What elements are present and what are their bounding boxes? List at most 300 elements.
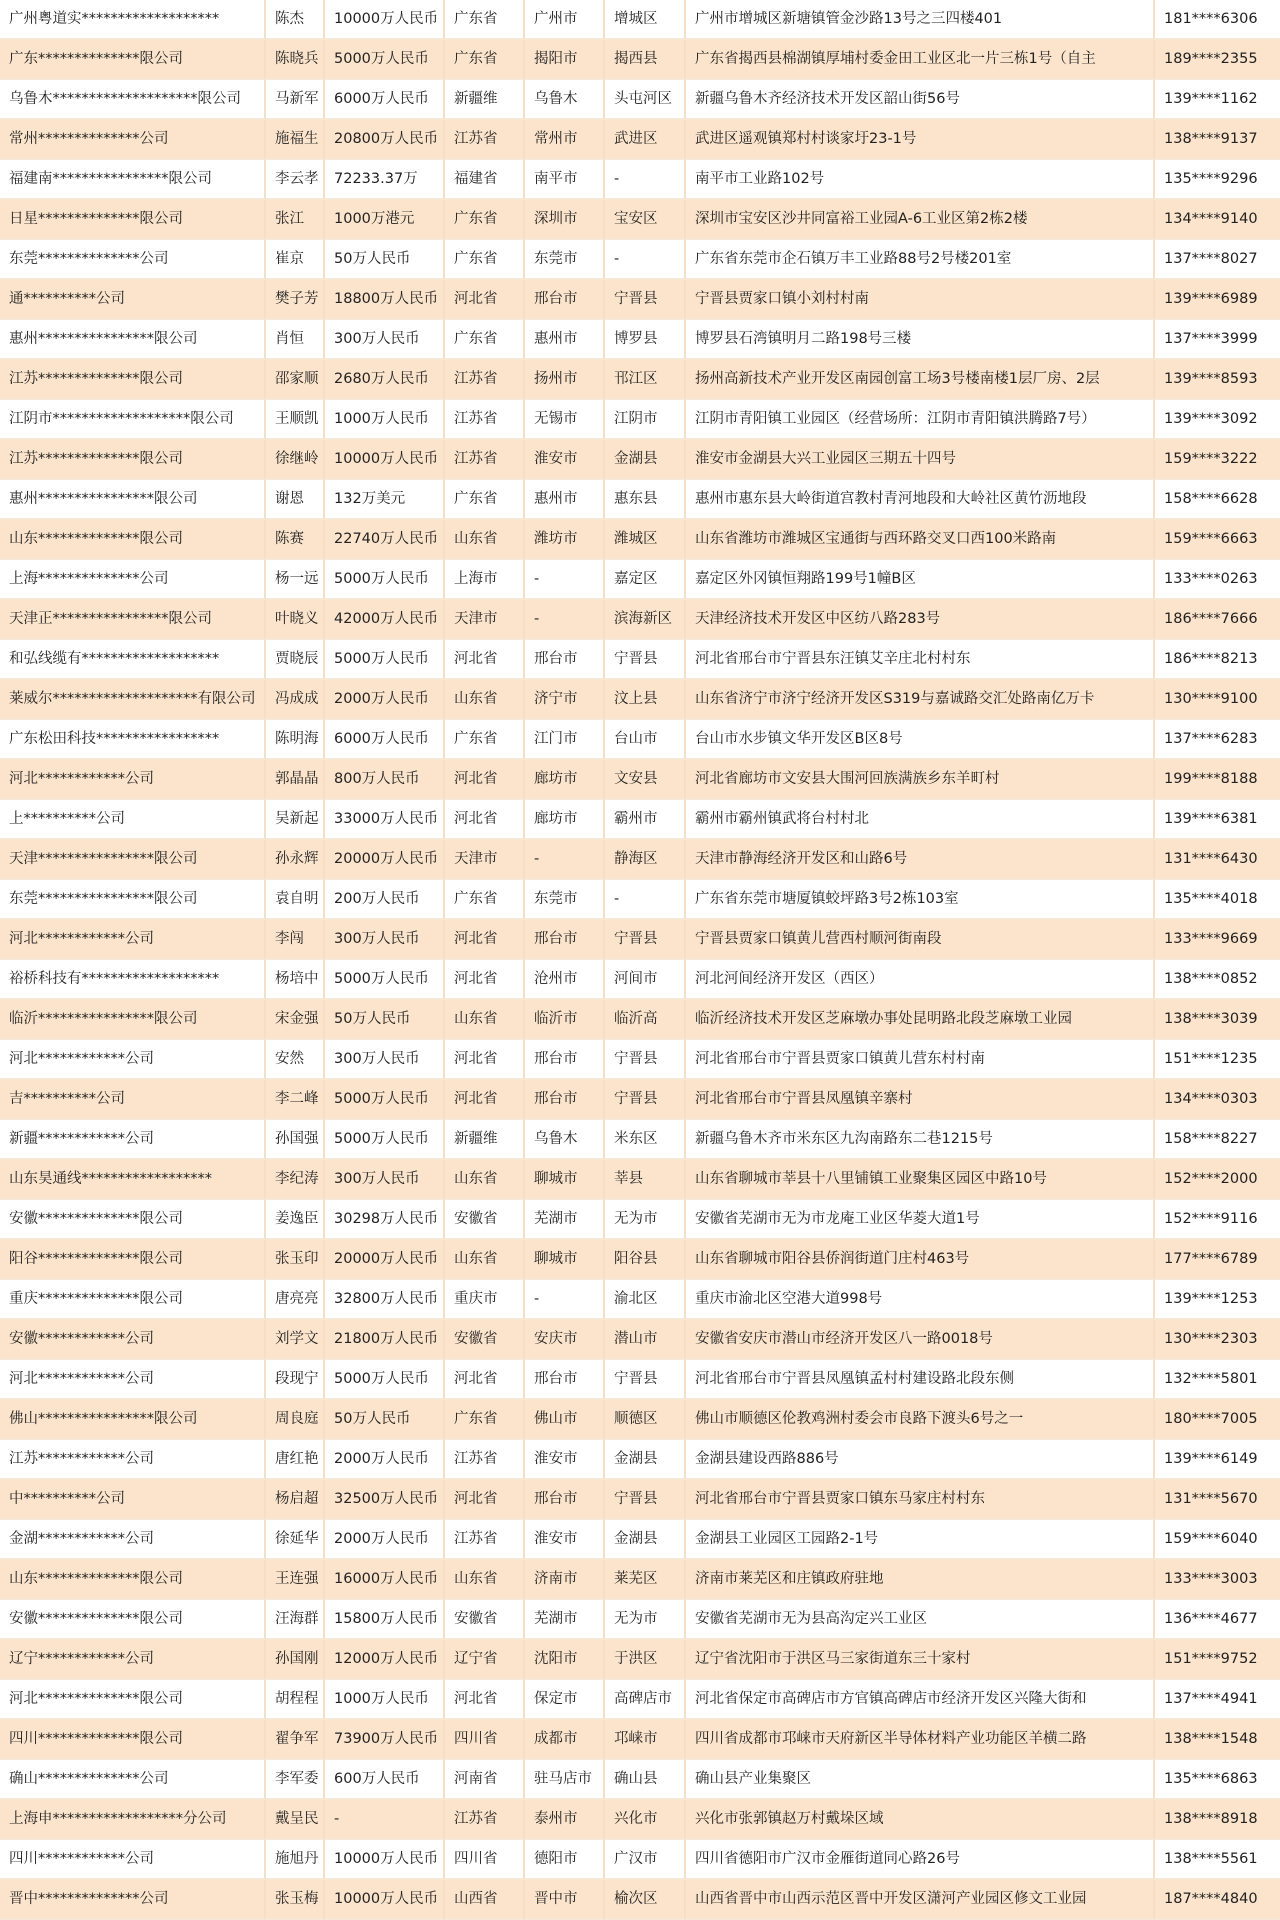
province-cell: 河北省	[445, 760, 525, 800]
phone-cell: 137****3999	[1155, 320, 1280, 360]
registered-capital-cell: 5000万人民币	[325, 1080, 445, 1120]
table-row	[0, 160, 1280, 200]
registered-capital-cell: 32800万人民币	[325, 1280, 445, 1320]
province-cell: 河北省	[445, 1040, 525, 1080]
table-row	[0, 400, 1280, 440]
registered-capital-cell: 300万人民币	[325, 320, 445, 360]
company-name-cell: 四川**************限公司	[0, 1720, 266, 1760]
address-cell: 兴化市张郭镇赵万村戴垛区域	[686, 1800, 1155, 1840]
phone-cell: 135****6863	[1155, 1760, 1280, 1800]
company-name-cell: 上海**************公司	[0, 560, 266, 600]
registered-capital-cell: 18800万人民币	[325, 280, 445, 320]
address-cell: 河北河间经济开发区（西区）	[686, 960, 1155, 1000]
legal-rep-cell: 陈明海	[266, 720, 325, 760]
province-cell: 安徽省	[445, 1600, 525, 1640]
registered-capital-cell: 10000万人民币	[325, 440, 445, 480]
company-name-cell: 河北************公司	[0, 1040, 266, 1080]
company-name-cell: 江苏**************限公司	[0, 360, 266, 400]
city-cell: 无锡市	[525, 400, 605, 440]
company-name-cell: 河北************公司	[0, 760, 266, 800]
city-cell: 聊城市	[525, 1240, 605, 1280]
province-cell: 辽宁省	[445, 1640, 525, 1680]
table-row	[0, 1040, 1280, 1080]
address-cell: 新疆乌鲁木齐经济技术开发区韶山街56号	[686, 80, 1155, 120]
city-cell: 德阳市	[525, 1840, 605, 1880]
address-cell: 霸州市霸州镇武将台村村北	[686, 800, 1155, 840]
registered-capital-cell: 10000万人民币	[325, 1840, 445, 1880]
district-cell: 渝北区	[605, 1280, 686, 1320]
district-cell: 文安县	[605, 760, 686, 800]
registered-capital-cell: 20000万人民币	[325, 1240, 445, 1280]
table-row	[0, 840, 1280, 880]
company-name-cell: 和弘线缆有*******************	[0, 640, 266, 680]
province-cell: 江苏省	[445, 1440, 525, 1480]
phone-cell: 138****9137	[1155, 120, 1280, 160]
province-cell: 河北省	[445, 1080, 525, 1120]
address-cell: 山东省聊城市莘县十八里铺镇工业聚集区园区中路10号	[686, 1160, 1155, 1200]
table-row	[0, 360, 1280, 400]
province-cell: 广东省	[445, 720, 525, 760]
registered-capital-cell: 10000万人民币	[325, 0, 445, 40]
address-cell: 四川省德阳市广汉市金雁街道同心路26号	[686, 1840, 1155, 1880]
legal-rep-cell: 马新军	[266, 80, 325, 120]
province-cell: 新疆维	[445, 1120, 525, 1160]
phone-cell: 159****3222	[1155, 440, 1280, 480]
registered-capital-cell: 5000万人民币	[325, 560, 445, 600]
address-cell: 安徽省芜湖市无为县高沟定兴工业区	[686, 1600, 1155, 1640]
legal-rep-cell: 孙国强	[266, 1120, 325, 1160]
registered-capital-cell: 800万人民币	[325, 760, 445, 800]
city-cell: 淮安市	[525, 1520, 605, 1560]
province-cell: 江苏省	[445, 120, 525, 160]
district-cell: 金湖县	[605, 1440, 686, 1480]
city-cell: 江门市	[525, 720, 605, 760]
table-row	[0, 1760, 1280, 1800]
city-cell: 扬州市	[525, 360, 605, 400]
company-name-cell: 河北************公司	[0, 1360, 266, 1400]
province-cell: 广东省	[445, 0, 525, 40]
city-cell: 东莞市	[525, 880, 605, 920]
district-cell: 无为市	[605, 1200, 686, 1240]
address-cell: 确山县产业集聚区	[686, 1760, 1155, 1800]
district-cell: 兴化市	[605, 1800, 686, 1840]
district-cell: 邗江区	[605, 360, 686, 400]
company-name-cell: 江苏************公司	[0, 1440, 266, 1480]
district-cell: -	[605, 880, 686, 920]
registered-capital-cell: 22740万人民币	[325, 520, 445, 560]
city-cell: 邢台市	[525, 280, 605, 320]
table-row	[0, 1320, 1280, 1360]
registered-capital-cell: 42000万人民币	[325, 600, 445, 640]
company-name-cell: 四川************公司	[0, 1840, 266, 1880]
registered-capital-cell: 20000万人民币	[325, 840, 445, 880]
registered-capital-cell: 2000万人民币	[325, 1520, 445, 1560]
registered-capital-cell: 50万人民币	[325, 1000, 445, 1040]
legal-rep-cell: 戴呈民	[266, 1800, 325, 1840]
table-row	[0, 320, 1280, 360]
company-name-cell: 日星**************限公司	[0, 200, 266, 240]
legal-rep-cell: 崔京	[266, 240, 325, 280]
address-cell: 新疆乌鲁木齐市米东区九沟南路东二巷1215号	[686, 1120, 1155, 1160]
province-cell: 广东省	[445, 480, 525, 520]
phone-cell: 131****6430	[1155, 840, 1280, 880]
city-cell: 聊城市	[525, 1160, 605, 1200]
company-name-cell: 河北************公司	[0, 920, 266, 960]
phone-cell: 131****5670	[1155, 1480, 1280, 1520]
address-cell: 深圳市宝安区沙井同富裕工业园A-6工业区第2栋2楼	[686, 200, 1155, 240]
province-cell: 河北省	[445, 280, 525, 320]
district-cell: 潍城区	[605, 520, 686, 560]
address-cell: 河北省邢台市宁晋县贾家口镇黄儿营东村村南	[686, 1040, 1155, 1080]
phone-cell: 139****6989	[1155, 280, 1280, 320]
legal-rep-cell: 李纪涛	[266, 1160, 325, 1200]
address-cell: 河北省保定市高碑店市方官镇高碑店市经济开发区兴隆大街和	[686, 1680, 1155, 1720]
company-name-cell: 惠州****************限公司	[0, 320, 266, 360]
province-cell: 江苏省	[445, 1520, 525, 1560]
phone-cell: 137****8027	[1155, 240, 1280, 280]
legal-rep-cell: 贾晓辰	[266, 640, 325, 680]
city-cell: 安庆市	[525, 1320, 605, 1360]
district-cell: 阳谷县	[605, 1240, 686, 1280]
district-cell: 江阴市	[605, 400, 686, 440]
legal-rep-cell: 李军委	[266, 1760, 325, 1800]
table-row	[0, 1000, 1280, 1040]
registered-capital-cell: 10000万人民币	[325, 1880, 445, 1920]
district-cell: 邛崃市	[605, 1720, 686, 1760]
company-name-cell: 乌鲁木********************限公司	[0, 80, 266, 120]
legal-rep-cell: 李云孝	[266, 160, 325, 200]
phone-cell: 152****9116	[1155, 1200, 1280, 1240]
address-cell: 山东省潍坊市潍城区宝通街与西环路交叉口西100米路南	[686, 520, 1155, 560]
district-cell: 宁晋县	[605, 920, 686, 960]
registered-capital-cell: 73900万人民币	[325, 1720, 445, 1760]
table-row	[0, 1800, 1280, 1840]
phone-cell: 139****1162	[1155, 80, 1280, 120]
phone-cell: 138****8918	[1155, 1800, 1280, 1840]
province-cell: 山东省	[445, 1560, 525, 1600]
address-cell: 南平市工业路102号	[686, 160, 1155, 200]
phone-cell: 133****3003	[1155, 1560, 1280, 1600]
legal-rep-cell: 陈赛	[266, 520, 325, 560]
legal-rep-cell: 施福生	[266, 120, 325, 160]
registered-capital-cell: 300万人民币	[325, 1040, 445, 1080]
province-cell: 江苏省	[445, 440, 525, 480]
address-cell: 嘉定区外冈镇恒翔路199号1幢B区	[686, 560, 1155, 600]
address-cell: 河北省邢台市宁晋县东汪镇艾辛庄北村村东	[686, 640, 1155, 680]
district-cell: 嘉定区	[605, 560, 686, 600]
province-cell: 河南省	[445, 1760, 525, 1800]
province-cell: 山西省	[445, 1880, 525, 1920]
district-cell: 霸州市	[605, 800, 686, 840]
company-name-cell: 阳谷**************限公司	[0, 1240, 266, 1280]
table-row	[0, 120, 1280, 160]
district-cell: 金湖县	[605, 1520, 686, 1560]
address-cell: 山东省济宁市济宁经济开发区S319与嘉诚路交汇处路南亿万卡	[686, 680, 1155, 720]
table-row	[0, 1880, 1280, 1920]
table-row	[0, 920, 1280, 960]
district-cell: 宁晋县	[605, 1360, 686, 1400]
legal-rep-cell: 肖恒	[266, 320, 325, 360]
address-cell: 河北省邢台市宁晋县凤凰镇孟村村建设路北段东侧	[686, 1360, 1155, 1400]
company-name-cell: 天津****************限公司	[0, 840, 266, 880]
table-row	[0, 800, 1280, 840]
table-row	[0, 1360, 1280, 1400]
company-name-cell: 广东**************限公司	[0, 40, 266, 80]
address-cell: 安徽省芜湖市无为市龙庵工业区华菱大道1号	[686, 1200, 1155, 1240]
table-row	[0, 1400, 1280, 1440]
company-name-cell: 辽宁************公司	[0, 1640, 266, 1680]
registered-capital-cell: 16000万人民币	[325, 1560, 445, 1600]
legal-rep-cell: 冯成成	[266, 680, 325, 720]
phone-cell: 139****8593	[1155, 360, 1280, 400]
city-cell: 惠州市	[525, 480, 605, 520]
legal-rep-cell: 孙国刚	[266, 1640, 325, 1680]
company-name-cell: 山东**************限公司	[0, 1560, 266, 1600]
legal-rep-cell: 孙永辉	[266, 840, 325, 880]
company-name-cell: 临沂****************限公司	[0, 1000, 266, 1040]
address-cell: 辽宁省沈阳市于洪区马三家街道东三十家村	[686, 1640, 1155, 1680]
phone-cell: 139****3092	[1155, 400, 1280, 440]
legal-rep-cell: 唐红艳	[266, 1440, 325, 1480]
city-cell: 晋中市	[525, 1880, 605, 1920]
company-name-cell: 莱威尔********************有限公司	[0, 680, 266, 720]
company-name-cell: 重庆**************限公司	[0, 1280, 266, 1320]
address-cell: 广东省揭西县棉湖镇厚埔村委金田工业区北一片三栋1号（自主	[686, 40, 1155, 80]
company-name-cell: 金湖************公司	[0, 1520, 266, 1560]
registered-capital-cell: 600万人民币	[325, 1760, 445, 1800]
company-name-cell: 山东**************限公司	[0, 520, 266, 560]
company-name-cell: 常州**************公司	[0, 120, 266, 160]
city-cell: 邢台市	[525, 920, 605, 960]
address-cell: 惠州市惠东县大岭街道宫教村青河地段和大岭社区黄竹沥地段	[686, 480, 1155, 520]
table-row	[0, 520, 1280, 560]
company-name-cell: 中**********公司	[0, 1480, 266, 1520]
company-name-cell: 惠州****************限公司	[0, 480, 266, 520]
table-row	[0, 1560, 1280, 1600]
registered-capital-cell: 33000万人民币	[325, 800, 445, 840]
company-name-cell: 河北**************限公司	[0, 1680, 266, 1720]
city-cell: 成都市	[525, 1720, 605, 1760]
address-cell: 博罗县石湾镇明月二路198号三楼	[686, 320, 1155, 360]
phone-cell: 199****8188	[1155, 760, 1280, 800]
company-name-cell: 上海申******************分公司	[0, 1800, 266, 1840]
table-row	[0, 1440, 1280, 1480]
registered-capital-cell: 5000万人民币	[325, 1360, 445, 1400]
address-cell: 宁晋县贾家口镇黄儿营西村顺河街南段	[686, 920, 1155, 960]
registered-capital-cell: 30298万人民币	[325, 1200, 445, 1240]
province-cell: 山东省	[445, 1000, 525, 1040]
phone-cell: 137****4941	[1155, 1680, 1280, 1720]
city-cell: 惠州市	[525, 320, 605, 360]
city-cell: 东莞市	[525, 240, 605, 280]
registered-capital-cell: 72233.37万	[325, 160, 445, 200]
phone-cell: 134****9140	[1155, 200, 1280, 240]
province-cell: 河北省	[445, 960, 525, 1000]
district-cell: 静海区	[605, 840, 686, 880]
company-name-cell: 裕桥科技有*******************	[0, 960, 266, 1000]
table-row	[0, 600, 1280, 640]
city-cell: 揭阳市	[525, 40, 605, 80]
table-row	[0, 1640, 1280, 1680]
city-cell: 临沂市	[525, 1000, 605, 1040]
district-cell: 武进区	[605, 120, 686, 160]
district-cell: 宁晋县	[605, 640, 686, 680]
table-row	[0, 1200, 1280, 1240]
phone-cell: 159****6663	[1155, 520, 1280, 560]
table-row	[0, 1480, 1280, 1520]
legal-rep-cell: 邵家顺	[266, 360, 325, 400]
company-name-cell: 天津正****************限公司	[0, 600, 266, 640]
company-name-cell: 福建南****************限公司	[0, 160, 266, 200]
company-name-cell: 东莞**************公司	[0, 240, 266, 280]
district-cell: 宁晋县	[605, 1040, 686, 1080]
phone-cell: 130****9100	[1155, 680, 1280, 720]
table-row	[0, 480, 1280, 520]
district-cell: 宁晋县	[605, 1080, 686, 1120]
table-row	[0, 1080, 1280, 1120]
phone-cell: 139****6149	[1155, 1440, 1280, 1480]
table-row	[0, 960, 1280, 1000]
company-name-cell: 广东松田科技*****************	[0, 720, 266, 760]
phone-cell: 177****6789	[1155, 1240, 1280, 1280]
address-cell: 金湖县建设西路886号	[686, 1440, 1155, 1480]
phone-cell: 139****6381	[1155, 800, 1280, 840]
table-row	[0, 1720, 1280, 1760]
legal-rep-cell: 张玉梅	[266, 1880, 325, 1920]
company-name-cell: 安徽**************限公司	[0, 1200, 266, 1240]
phone-cell: 138****0852	[1155, 960, 1280, 1000]
district-cell: 潜山市	[605, 1320, 686, 1360]
legal-rep-cell: 李闯	[266, 920, 325, 960]
province-cell: 江苏省	[445, 400, 525, 440]
district-cell: 榆次区	[605, 1880, 686, 1920]
company-name-cell: 上**********公司	[0, 800, 266, 840]
legal-rep-cell: 施旭丹	[266, 1840, 325, 1880]
legal-rep-cell: 谢恩	[266, 480, 325, 520]
registered-capital-cell: 15800万人民币	[325, 1600, 445, 1640]
phone-cell: 139****1253	[1155, 1280, 1280, 1320]
city-cell: 芜湖市	[525, 1600, 605, 1640]
province-cell: 广东省	[445, 40, 525, 80]
province-cell: 上海市	[445, 560, 525, 600]
province-cell: 河北省	[445, 1360, 525, 1400]
registered-capital-cell: 5000万人民币	[325, 640, 445, 680]
province-cell: 江苏省	[445, 1800, 525, 1840]
company-name-cell: 江阴市*******************限公司	[0, 400, 266, 440]
registered-capital-cell: 2680万人民币	[325, 360, 445, 400]
city-cell: 佛山市	[525, 1400, 605, 1440]
table-row	[0, 720, 1280, 760]
address-cell: 临沂经济技术开发区芝麻墩办事处昆明路北段芝麻墩工业园	[686, 1000, 1155, 1040]
district-cell: 宁晋县	[605, 280, 686, 320]
company-name-cell: 新疆************公司	[0, 1120, 266, 1160]
province-cell: 广东省	[445, 200, 525, 240]
district-cell: 莱芜区	[605, 1560, 686, 1600]
province-cell: 广东省	[445, 320, 525, 360]
registered-capital-cell: 6000万人民币	[325, 720, 445, 760]
legal-rep-cell: 叶晓义	[266, 600, 325, 640]
district-cell: 顺德区	[605, 1400, 686, 1440]
legal-rep-cell: 刘学文	[266, 1320, 325, 1360]
address-cell: 济南市莱芜区和庄镇政府驻地	[686, 1560, 1155, 1600]
phone-cell: 189****2355	[1155, 40, 1280, 80]
address-cell: 宁晋县贾家口镇小刘村村南	[686, 280, 1155, 320]
phone-cell: 158****6628	[1155, 480, 1280, 520]
company-name-cell: 东莞****************限公司	[0, 880, 266, 920]
city-cell: -	[525, 600, 605, 640]
legal-rep-cell: 陈晓兵	[266, 40, 325, 80]
table-row	[0, 240, 1280, 280]
registered-capital-cell: 12000万人民币	[325, 1640, 445, 1680]
district-cell: 汶上县	[605, 680, 686, 720]
registered-capital-cell: 2000万人民币	[325, 1440, 445, 1480]
city-cell: 邢台市	[525, 640, 605, 680]
province-cell: 广东省	[445, 1400, 525, 1440]
registered-capital-cell: 21800万人民币	[325, 1320, 445, 1360]
district-cell: -	[605, 240, 686, 280]
city-cell: 沈阳市	[525, 1640, 605, 1680]
city-cell: 南平市	[525, 160, 605, 200]
city-cell: 潍坊市	[525, 520, 605, 560]
legal-rep-cell: 宋金强	[266, 1000, 325, 1040]
table-row	[0, 40, 1280, 80]
district-cell: 广汉市	[605, 1840, 686, 1880]
table-row	[0, 760, 1280, 800]
table-row	[0, 1520, 1280, 1560]
district-cell: 宁晋县	[605, 1480, 686, 1520]
district-cell: 滨海新区	[605, 600, 686, 640]
address-cell: 武进区遥观镇郑村村谈家圩23-1号	[686, 120, 1155, 160]
phone-cell: 186****7666	[1155, 600, 1280, 640]
city-cell: 廊坊市	[525, 760, 605, 800]
address-cell: 河北省廊坊市文安县大围河回族满族乡东羊町村	[686, 760, 1155, 800]
address-cell: 淮安市金湖县大兴工业园区三期五十四号	[686, 440, 1155, 480]
phone-cell: 134****0303	[1155, 1080, 1280, 1120]
district-cell: 莘县	[605, 1160, 686, 1200]
company-name-cell: 安徽************公司	[0, 1320, 266, 1360]
legal-rep-cell: 樊子芳	[266, 280, 325, 320]
table-row	[0, 640, 1280, 680]
phone-cell: 135****4018	[1155, 880, 1280, 920]
address-cell: 台山市水步镇文华开发区B区8号	[686, 720, 1155, 760]
city-cell: 淮安市	[525, 440, 605, 480]
phone-cell: 135****9296	[1155, 160, 1280, 200]
district-cell: 米东区	[605, 1120, 686, 1160]
district-cell: 无为市	[605, 1600, 686, 1640]
district-cell: 金湖县	[605, 440, 686, 480]
province-cell: 山东省	[445, 1160, 525, 1200]
address-cell: 金湖县工业园区工园路2-1号	[686, 1520, 1155, 1560]
city-cell: 邢台市	[525, 1040, 605, 1080]
province-cell: 山东省	[445, 680, 525, 720]
district-cell: -	[605, 160, 686, 200]
province-cell: 福建省	[445, 160, 525, 200]
table-row	[0, 1840, 1280, 1880]
legal-rep-cell: 杨一远	[266, 560, 325, 600]
registered-capital-cell: 300万人民币	[325, 920, 445, 960]
address-cell: 天津经济技术开发区中区纺八路283号	[686, 600, 1155, 640]
table-row	[0, 680, 1280, 720]
table-row	[0, 200, 1280, 240]
company-name-cell: 山东昊通线******************	[0, 1160, 266, 1200]
legal-rep-cell: 郭晶晶	[266, 760, 325, 800]
table-row	[0, 1160, 1280, 1200]
city-cell: 济南市	[525, 1560, 605, 1600]
legal-rep-cell: 袁自明	[266, 880, 325, 920]
province-cell: 四川省	[445, 1840, 525, 1880]
company-name-cell: 吉**********公司	[0, 1080, 266, 1120]
city-cell: 乌鲁木	[525, 1120, 605, 1160]
